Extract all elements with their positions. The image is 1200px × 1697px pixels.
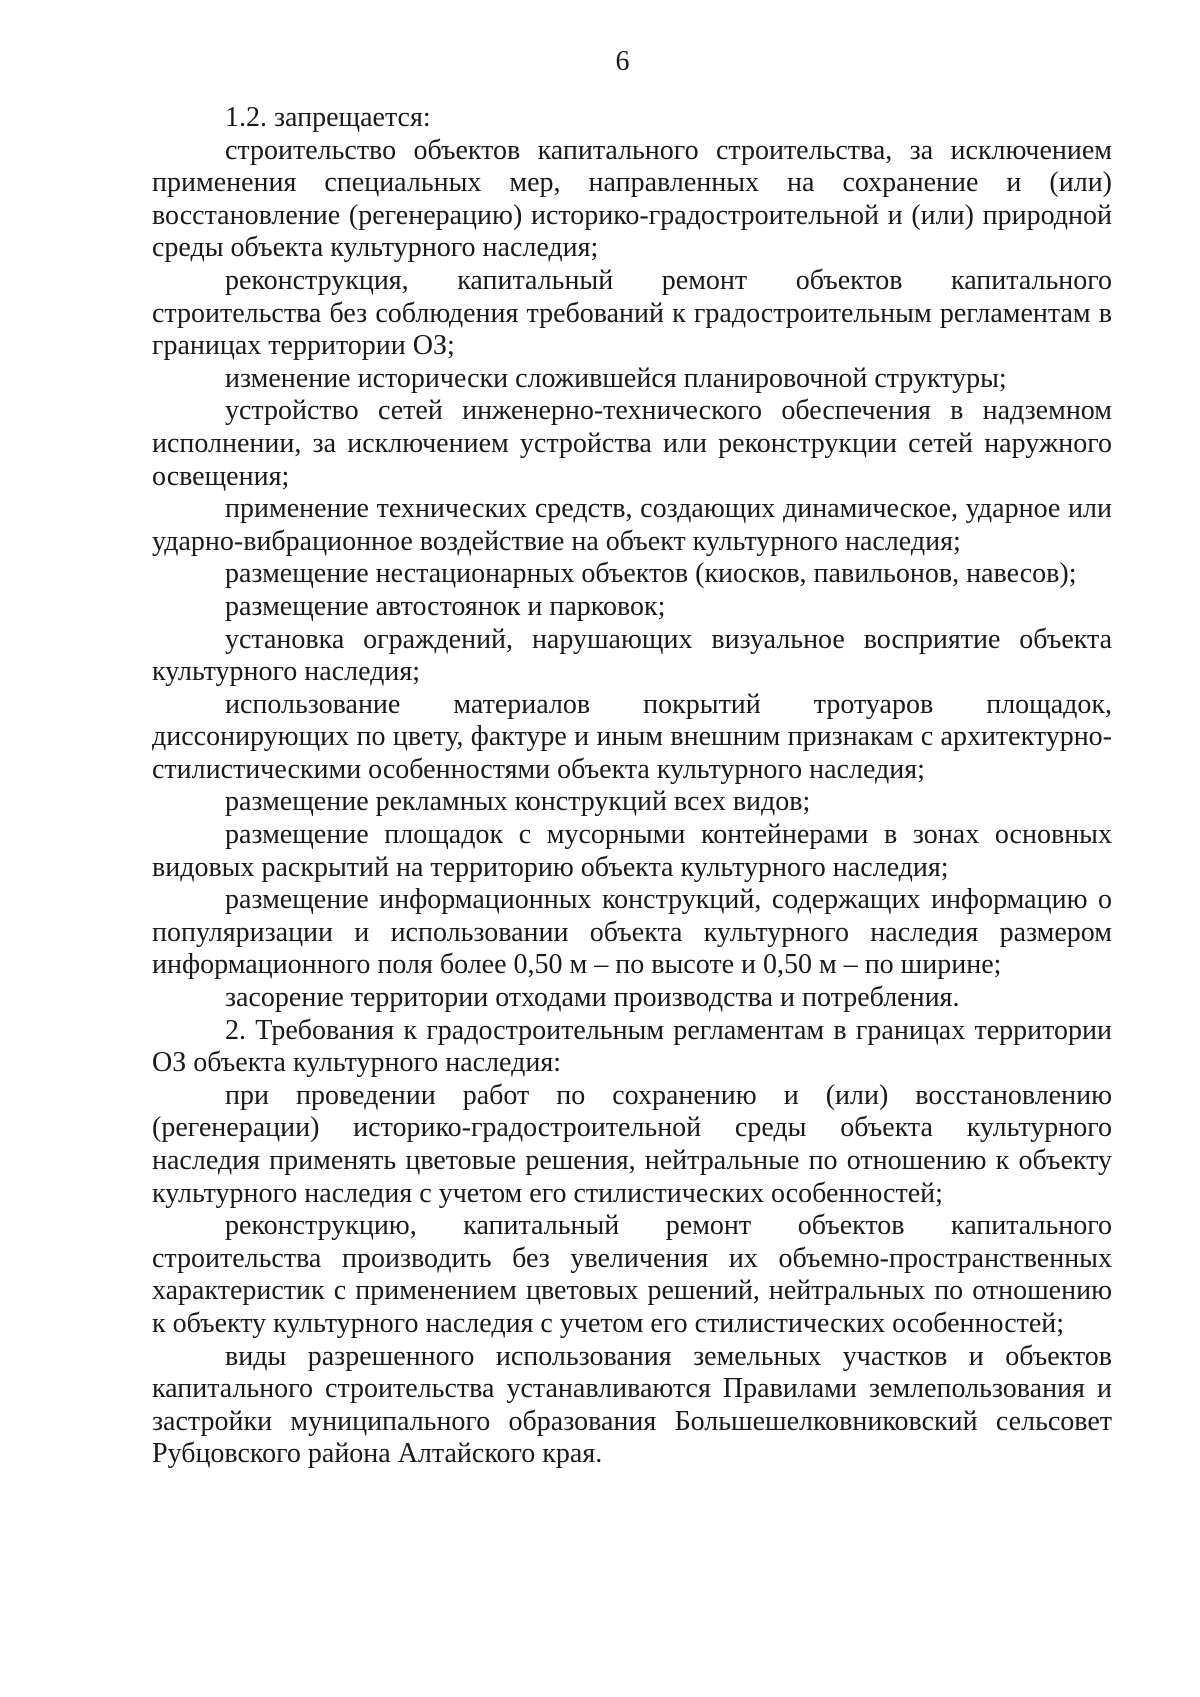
paragraph: 2. Требования к градостроительным регламентам в границах территории ОЗ объекта культурного наследия: [152, 1014, 1112, 1079]
paragraph: при проведении работ по сохранению и (или) восстановлению (регенерации) историко-градостроительной среды объекта культурного наследия применять цветовые решения, нейтральные по отношению к объекту культурного наследия с учетом его стилистических особенностей; [152, 1079, 1112, 1209]
paragraph: размещение площадок с мусорными контейнерами в зонах основных видовых раскрытий на территорию объекта культурного наследия; [152, 819, 1112, 883]
paragraph: размещение нестационарных объектов (киосков, павильонов, навесов); [225, 558, 1077, 590]
paragraph: виды разрешенного использования земельных участков и объектов капитального строительства устанавливаются Правилами землепользования и застройки муниципального образования Большешелковниковский сельсовет Рубцовского района Алтайского края. [152, 1340, 1112, 1470]
paragraph: устройство сетей инженерно-технического обеспечения в надземном исполнении, за исключением устройства или реконструкции сетей наружного освещения; [152, 395, 1112, 492]
paragraph: строительство объектов капитального строительства, за исключением применения специальных мер, направленных на сохранение и (или) восстановление (регенерацию) историко-градостроительной и (или) природной среды объекта культурного наследия; [152, 134, 1112, 264]
paragraph: реконструкция, капитальный ремонт объектов капитального строительства без соблюдения требований к градостроительным регламентам в границах территории ОЗ; [152, 264, 1112, 362]
paragraph: установка ограждений, нарушающих визуальное восприятие объекта культурного наследия; [152, 623, 1112, 688]
page-number: 6 [615, 46, 630, 77]
paragraph: применение технических средств, создающих динамическое, ударное или ударно-вибрационное воздействие на объект культурного наследия; [152, 493, 1112, 557]
paragraph: размещение информационных конструкций, содержащих информацию о популяризации и использовании объекта культурного наследия размером информационного поля более 0,50 м – по высоте и 0,50 м – по ширине; [152, 884, 1112, 981]
paragraph: засорение территории отходами производства и потребления. [225, 982, 960, 1014]
paragraph: размещение рекламных конструкций всех видов; [225, 786, 811, 818]
paragraph: 1.2. запрещается: [225, 102, 431, 133]
paragraph: использование материалов покрытий тротуаров площадок, диссонирующих по цвету, фактуре и иным внешним признакам с архитектурно-стилистическими особенностями объекта культурного наследия; [152, 688, 1112, 785]
paragraph: изменение исторически сложившейся планировочной структуры; [225, 362, 1007, 394]
paragraph: размещение автостоянок и парковок; [225, 590, 666, 622]
paragraph: реконструкцию, капитальный ремонт объектов капитального строительства производить без увеличения их объемно-пространственных характеристик с применением цветовых решений, нейтральных по отношению к объекту культурного наследия с учетом его стилистических особенностей; [152, 1210, 1112, 1339]
document-body [152, 102, 1112, 1471]
